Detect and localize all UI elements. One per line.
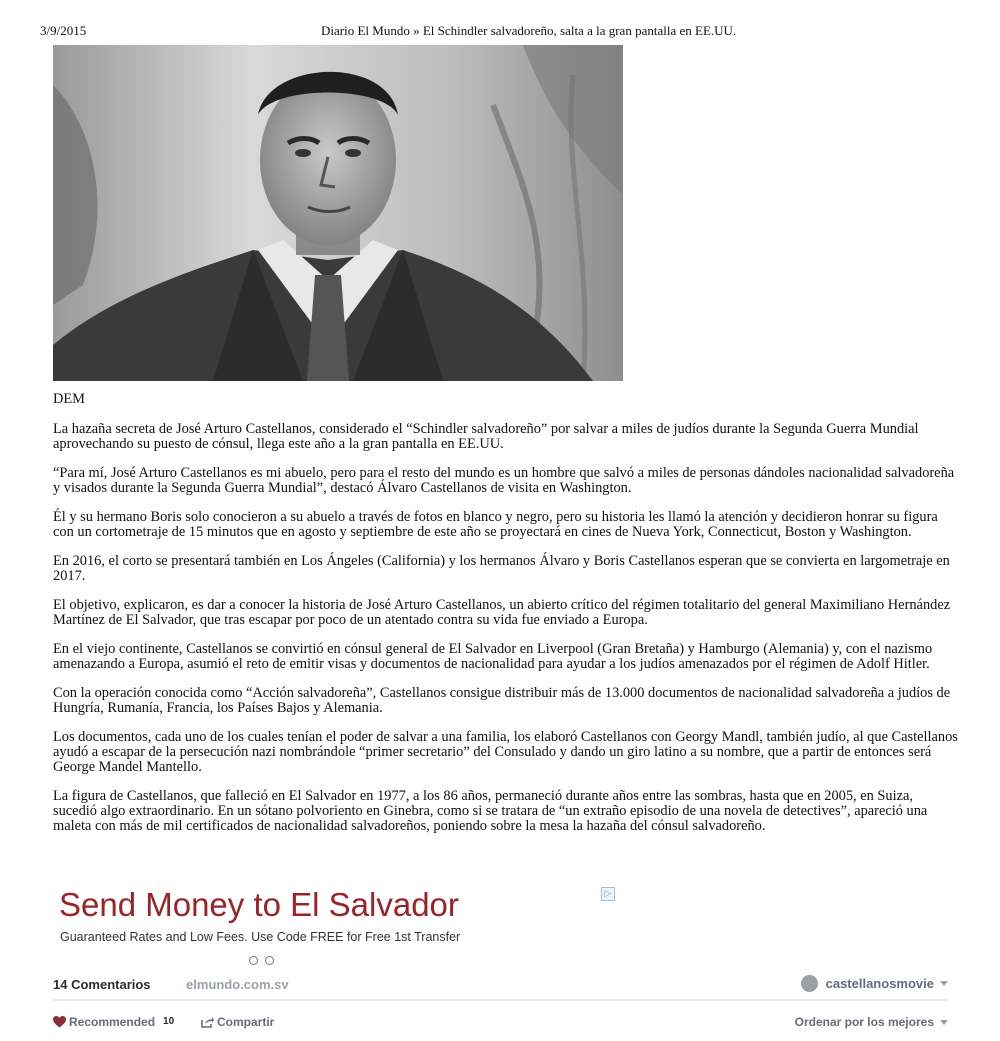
chevron-down-icon <box>940 1020 948 1025</box>
share-button[interactable] <box>201 1014 274 1029</box>
user-menu[interactable] <box>801 975 948 995</box>
article-paragraph-6: En el viejo continente, Castellanos se convirtió en cónsul general de El Salvador en Liverpool (Gran Bretaña) y Hamburgo (Alemania) y, con el nazismo amenazando a Europa, asumió el reto de emitir visas y documentos de nacionalidad para ayudar a los judíos amenazados por el régimen de Adolf Hitler. <box>53 641 933 672</box>
ad-headline[interactable]: Send Money to El Salvador <box>59 886 459 923</box>
share-label: Compartir <box>217 1014 275 1029</box>
share-icon <box>201 1016 214 1028</box>
ad-subtext[interactable]: Guaranteed Rates and Low Fees. Use Code FREE for Free 1st Transfer <box>60 930 461 944</box>
article-byline: DEM <box>53 391 85 407</box>
article-paragraph-4: En 2016, el corto se presentará también en Los Ángeles (California) y los hermanos Álvaro y Boris Castellanos esperan que se convierta en largometraje en 2017. <box>53 553 950 584</box>
recommend-button[interactable] <box>53 1014 174 1029</box>
article-paragraph-8: Los documentos, cada uno de los cuales tenían el poder de salvar a una familia, los elaboró Castellanos con Georgy Mandl, también judío, al que Castellanos ayudó a escapar de la persecución nazi nombrándole “primer secretario” del Consulado y dando un giro latino a su nombre, que a partir de entonces será George Mandel Mantello. <box>53 729 958 775</box>
chevron-down-icon <box>940 981 948 986</box>
comments-actions <box>53 1012 948 1032</box>
advertisement[interactable] <box>53 883 623 965</box>
portrait-illustration <box>53 45 623 381</box>
recommend-label: Recommended <box>69 1014 156 1029</box>
article-paragraph-5: El objetivo, explicaron, es dar a conocer la historia de José Arturo Castellanos, un abierto crítico del régimen totalitario del general Maximiliano Hernández Martínez de El Salvador, que tras escapar por poco de un atentado contra su vida fue enviado a Europa. <box>53 597 951 628</box>
comments-header <box>53 965 948 1001</box>
heart-icon <box>53 1016 66 1028</box>
article-paragraph-3: Él y su hermano Boris solo conocieron a su abuelo a través de fotos en blanco y negro, pero su historia les llamó la atención y decidieron honrar su figura con un cortometraje de 15 minutos que en agosto y septiembre de este año se proyectará en cines de Nueva York, Connecticut, Boston y Washington. <box>53 509 938 540</box>
adchoices-icon[interactable]: ▷ <box>601 887 615 901</box>
article-paragraph-1: La hazaña secreta de José Arturo Castellanos, considerado el “Schindler salvadoreño” por salvar a miles de judíos durante la Segunda Guerra Mundial aprovechando su puesto de cónsul, llega este año a la gran pantalla en EE.UU. <box>53 421 919 452</box>
sort-dropdown[interactable] <box>795 1015 948 1029</box>
print-date: 3/9/2015 <box>40 23 87 38</box>
username: castellanosmovie <box>825 976 934 992</box>
print-page-title: Diario El Mundo » El Schindler salvadoreño, salta a la gran pantalla en EE.UU. <box>321 23 737 38</box>
article-photo <box>53 45 623 381</box>
recommend-count: 10 <box>163 1016 175 1028</box>
ad-dot-2[interactable] <box>265 956 274 965</box>
user-avatar-icon <box>801 975 818 992</box>
article-paragraph-7: Con la operación conocida como “Acción salvadoreña”, Castellanos consigue distribuir más de 13.000 documentos de nacionalidad salvadoreña a judíos de Hungría, Rumanía, Francia, los Países Bajos y Alemania. <box>53 685 951 716</box>
article-paragraph-9: La figura de Castellanos, que falleció en El Salvador en 1977, a los 86 años, permaneció durante años entre las sombras, hasta que en 2005, en Suiza, sucedió algo extraordinario. En un sótano polvoriento en Ginebra, como si se tratara de “un extraño episodio de una novela de detectives”, apareció una maleta con más de mil certificados de nacionalidad salvadoreños, poniendo sobre la mesa la hazaña del cónsul salvadoreño. <box>53 788 928 834</box>
article-paragraph-2: “Para mí, José Arturo Castellanos es mi abuelo, pero para el resto del mundo es un hombre que salvó a miles de personas dándoles nacionalidad salvadoreña y visados durante la Segunda Guerra Mundial”, destacó Álvaro Castellanos de visita en Washington. <box>53 465 955 496</box>
article-body <box>53 392 958 848</box>
comments-count-tab[interactable]: 14 Comentarios <box>53 977 151 992</box>
print-header <box>0 23 1000 41</box>
ad-dot-1[interactable] <box>249 956 258 965</box>
comments-site-tab[interactable]: elmundo.com.sv <box>186 977 289 992</box>
sort-label: Ordenar por los mejores <box>794 1015 934 1029</box>
